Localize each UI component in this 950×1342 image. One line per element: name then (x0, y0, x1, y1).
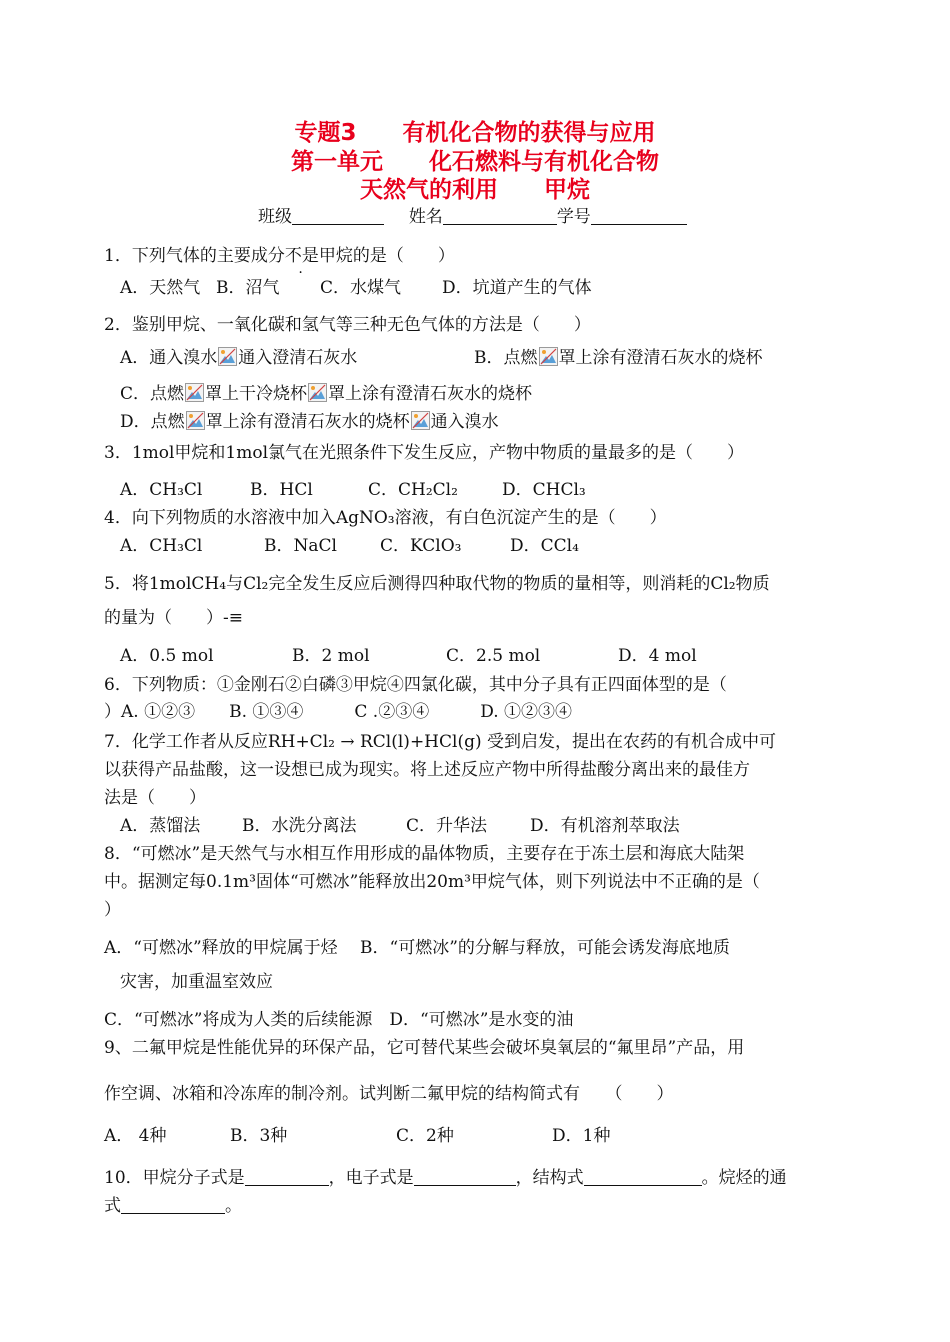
title-line-3 (0, 176, 950, 204)
q2-b-text1: B．点燃 (474, 348, 538, 368)
q8-options-ab[interactable]: A．“可燃冰”释放的甲烷属于烃 B．“可燃冰”的分解与释放，可能会诱发海底地质 (104, 938, 730, 958)
question-7-stem-line3: 法是（ ） (104, 788, 206, 808)
q2-a-text2: 通入澄清石灰水 (238, 348, 358, 368)
question-4-stem: 4．向下列物质的水溶液中加入AgNO₃溶液，有白色沉淀产生的是（ ） (104, 508, 667, 528)
question-8-stem-line3: ） (104, 900, 121, 920)
question-9-stem-line1: 9、二氟甲烷是性能优异的环保产品，它可替代某些会破坏臭氧层的“氟里昂”产品，用 (104, 1038, 745, 1058)
question-10-line2 (104, 1195, 242, 1217)
q3-option-a[interactable]: A．CH₃Cl (120, 480, 203, 500)
question-5-stem-line2: 的量为（ ）-≡ (104, 608, 243, 628)
q3-option-c[interactable]: C．CH₂Cl₂ (368, 480, 458, 500)
q5-option-b[interactable]: B．2 mol (292, 646, 370, 666)
q4-option-c[interactable]: C．KClO₃ (380, 536, 462, 556)
q9-option-a[interactable]: A． 4种 (104, 1126, 167, 1146)
q7-option-d[interactable]: D．有机溶剂萃取法 (530, 816, 680, 836)
q1-option-b[interactable]: B．沼气 (216, 278, 280, 298)
general-formula-blank[interactable] (121, 1197, 225, 1214)
broken-image-icon (185, 383, 204, 402)
broken-image-icon (539, 347, 558, 366)
name-label: 姓名 (408, 207, 443, 227)
q2-c-text2: 罩上干冷烧杯 (205, 384, 308, 404)
q2-option-c[interactable] (120, 383, 532, 405)
question-7-stem-line1: 7．化学工作者从反应RH+Cl₂ → RCl(l)+HCl(g) 受到启发，提出在农药的有机合成中可 (104, 732, 777, 752)
q1-option-c[interactable]: C．水煤气 (320, 278, 402, 298)
question-7-options (120, 815, 680, 837)
title-line-2 (0, 148, 950, 176)
question-3-stem: 3．1mol甲烷和1mol氯气在光照条件下发生反应，产物中物质的量最多的是（ ） (104, 443, 745, 463)
question-9-options (104, 1125, 610, 1147)
structural-formula-blank[interactable] (584, 1169, 702, 1186)
q10-text-b: ，电子式是 (328, 1168, 414, 1188)
q10-text-a: 10．甲烷分子式是 (104, 1168, 245, 1188)
broken-image-icon (411, 411, 430, 430)
q5-option-c[interactable]: C．2.5 mol (446, 646, 541, 666)
subject-label: 专题3 (294, 120, 357, 146)
q1-stem-pre: 1．下列气体的主要成分 (104, 246, 285, 266)
q3-option-d[interactable]: D．CHCl₃ (502, 480, 586, 500)
q9-option-d[interactable]: D．1种 (552, 1126, 611, 1146)
q2-b-text2: 罩上涂有澄清石灰水的烧杯 (558, 348, 763, 368)
unit-label: 第一单元 (291, 149, 383, 175)
q2-option-d[interactable] (120, 411, 499, 433)
q5-option-a[interactable]: A．0.5 mol (120, 646, 214, 666)
q3-option-b[interactable]: B．HCl (250, 480, 313, 500)
q7-option-b[interactable]: B．水洗分离法 (242, 816, 357, 836)
q5-option-d[interactable]: D．4 mol (618, 646, 697, 666)
question-4-options (120, 535, 579, 557)
question-6-options[interactable]: ）A. ①②③ B. ①③④ C .②③④ D. ①②③④ (104, 702, 573, 722)
broken-image-icon (308, 383, 327, 402)
q1-option-a[interactable]: A．天然气 (120, 278, 201, 298)
q1-option-d[interactable]: D．坑道产生的气体 (442, 278, 592, 298)
question-6-stem: 6．下列物质：①金刚石②白磷③甲烷④四氯化碳，其中分子具有正四面体型的是（ (104, 675, 727, 695)
formula-blank[interactable] (245, 1169, 329, 1186)
q9-option-c[interactable]: C．2种 (396, 1126, 454, 1146)
q2-c-text1: C．点燃 (120, 384, 185, 404)
q4-option-a[interactable]: A．CH₃Cl (120, 536, 203, 556)
student-info-row (258, 206, 687, 228)
question-2-stem: 2．鉴别甲烷、一氧化碳和氢气等三种无色气体的方法是（ ） (104, 315, 591, 335)
q2-c-text3: 罩上涂有澄清石灰水的烧杯 (328, 384, 533, 404)
lesson-title: 天然气的利用 (360, 177, 498, 203)
broken-image-icon (218, 347, 237, 366)
q7-option-a[interactable]: A．蒸馏法 (120, 816, 201, 836)
question-9-stem-line2: 作空调、冰箱和冷冻库的制冷剂。试判断二氟甲烷的结构简式有 （ ） (104, 1084, 674, 1104)
q9-option-b[interactable]: B．3种 (230, 1126, 288, 1146)
q2-a-text1: A．通入溴水 (120, 348, 218, 368)
subject-title: 有机化合物的获得与应用 (402, 120, 656, 146)
q10-text-e: 式 (104, 1196, 121, 1216)
q10-text-c: ，结构式 (515, 1168, 584, 1188)
class-field[interactable] (292, 208, 384, 225)
question-3-options (120, 479, 586, 501)
question-1-options (120, 277, 592, 299)
q1-stem-post: 甲烷的是（ ） (318, 246, 455, 266)
question-7-stem-line2: 以获得产品盐酸，这一设想已成为现实。将上述反应产物中所得盐酸分离出来的最佳方 (104, 760, 750, 780)
number-field[interactable] (591, 208, 687, 225)
lesson-topic: 甲烷 (544, 177, 590, 203)
q4-option-b[interactable]: B．NaCl (264, 536, 337, 556)
q8-options-cd[interactable]: C．“可燃冰”将成为人类的后续能源 D．“可燃冰”是水变的油 (104, 1010, 574, 1030)
q1-emphasis: 不是 (284, 246, 319, 266)
q2-d-text2: 罩上涂有澄清石灰水的烧杯 (205, 412, 410, 432)
number-label: 学号 (556, 207, 591, 227)
q4-option-d[interactable]: D．CCl₄ (510, 536, 579, 556)
title-line-1 (0, 119, 950, 147)
question-8-stem-line1: 8．“可燃冰”是天然气与水相互作用形成的晶体物质，主要存在于冻土层和海底大陆架 (104, 844, 745, 864)
q10-text-d: 。烷烃的通 (701, 1168, 787, 1188)
question-1-stem (104, 245, 455, 267)
name-field[interactable] (443, 208, 557, 225)
unit-title: 化石燃料与有机化合物 (429, 149, 659, 175)
q2-d-text3: 通入溴水 (430, 412, 499, 432)
broken-image-icon (186, 411, 205, 430)
q7-option-c[interactable]: C．升华法 (406, 816, 488, 836)
question-5-options (120, 645, 697, 667)
q2-option-b[interactable] (474, 347, 763, 369)
q2-d-text1: D．点燃 (120, 412, 185, 432)
question-8-stem-line2: 中。据测定每0.1m³固体“可燃冰”能释放出20m³甲烷气体，则下列说法中不正确的是（ (104, 872, 760, 892)
electron-formula-blank[interactable] (414, 1169, 516, 1186)
class-label: 班级 (258, 207, 292, 227)
question-5-stem-line1: 5．将1molCH₄与Cl₂完全发生反应后测得四种取代物的物质的量相等，则消耗的Cl₂物质 (104, 574, 770, 594)
question-10-line1 (104, 1167, 787, 1189)
q10-text-f: 。 (225, 1196, 242, 1216)
q8-option-b-cont[interactable]: 灾害，加重温室效应 (120, 972, 273, 992)
q2-option-a[interactable] (120, 347, 357, 369)
